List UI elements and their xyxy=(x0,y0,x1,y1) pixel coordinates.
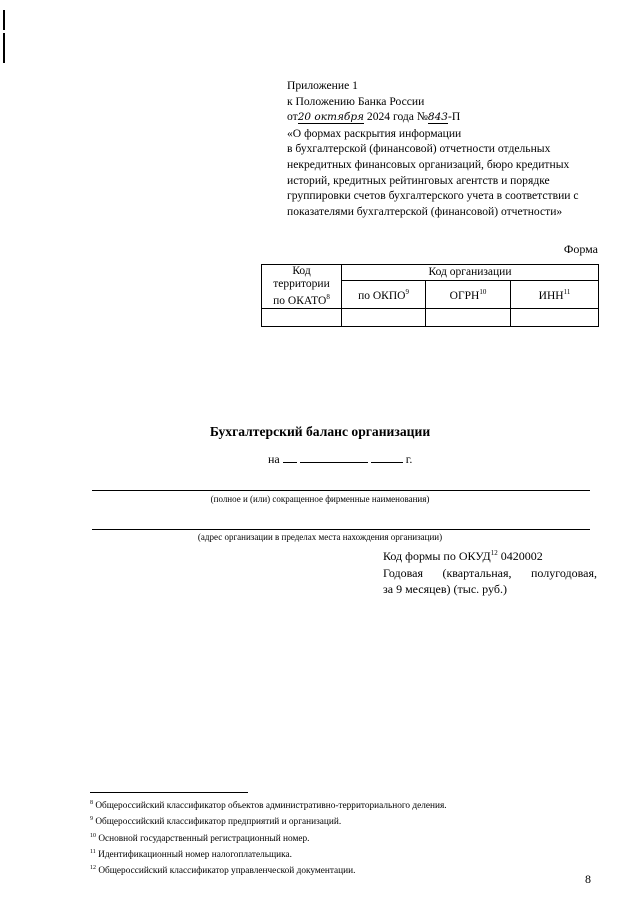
appendix-number-suffix: -П xyxy=(447,110,461,124)
footnote-item: $^{12}$ Общероссийский классификатор управленческой документации. xyxy=(90,865,356,877)
inn-value-cell[interactable] xyxy=(511,309,599,327)
okato-header-cell xyxy=(262,265,342,309)
appendix-date-middle: 2024 года № xyxy=(364,110,428,124)
handwritten-number: 843 xyxy=(427,111,448,124)
okud-block xyxy=(383,545,597,598)
okato-header-line: по ОКАТО$^8$ xyxy=(273,293,330,307)
year-blank[interactable] xyxy=(371,452,403,463)
okato-value-cell[interactable] xyxy=(262,309,342,327)
appendix-title-line: некредитных финансовых организаций, бюро кредитных xyxy=(287,157,570,171)
org-name-line[interactable] xyxy=(92,490,590,491)
footnote-separator xyxy=(90,792,248,793)
address-caption: (адрес организации в пределах места нахождения организации) xyxy=(197,532,443,542)
okato-header-line: территории xyxy=(273,278,330,291)
org-code-header: Код организации xyxy=(342,265,599,281)
okud-code: 0420002 xyxy=(500,549,543,563)
okpo-header: по ОКПО$^9$ xyxy=(342,281,426,309)
page-number: 8 xyxy=(585,872,591,886)
okpo-value-cell[interactable] xyxy=(342,309,426,327)
appendix-line-3 xyxy=(287,109,617,126)
day-blank[interactable] xyxy=(283,452,297,463)
footnote-item: $^{11}$ Идентификационный номер налогоплательщика. xyxy=(90,848,292,860)
report-date-line xyxy=(268,452,412,467)
organization-codes-table xyxy=(261,264,599,327)
appendix-title-line: «О формах раскрытия информации xyxy=(287,126,462,140)
okud-code-line: Код формы по ОКУД$^{12}$ 0420002 xyxy=(383,549,543,563)
document-title: Бухгалтерский баланс организации xyxy=(209,424,431,439)
month-blank[interactable] xyxy=(300,452,368,463)
date-suffix: г. xyxy=(405,452,413,466)
scan-edge-mark-top xyxy=(3,10,5,30)
inn-header: ИНН$^{11}$ xyxy=(511,281,599,309)
ogrn-header: ОГРН$^{10}$ xyxy=(426,281,511,309)
appendix-title-line: в бухгалтерской (финансовой) отчетности отдельных xyxy=(287,142,551,156)
period-line-2: за 9 месяцев) (тыс. руб.) xyxy=(383,582,507,596)
period-line-1: Годовая (квартальная, полугодовая, xyxy=(383,565,597,580)
appendix-line-2: к Положению Банка России xyxy=(287,94,425,108)
okato-header-line: Код xyxy=(292,265,311,278)
footnote-item: $^{10}$ Основной государственный регистрационный номер. xyxy=(90,832,310,844)
date-prefix: на xyxy=(268,452,280,466)
appendix-title-line: историй, кредитных рейтинговых агентств и порядке xyxy=(287,173,550,187)
appendix-header xyxy=(287,78,617,219)
ogrn-value-cell[interactable] xyxy=(426,309,511,327)
appendix-title-line: группировки счетов бухгалтерского учета в соответствии с xyxy=(287,189,579,203)
scan-edge-mark-bottom xyxy=(3,33,5,63)
footnote-item: $^9$ Общероссийский классификатор предприятий и организаций. xyxy=(90,816,342,828)
footnote-item: $^8$ Общероссийский классификатор объектов административно-территориального деления. xyxy=(90,800,447,812)
handwritten-date: 20 октября xyxy=(297,111,364,124)
address-line[interactable] xyxy=(92,529,590,530)
appendix-line-1: Приложение 1 xyxy=(287,79,358,92)
appendix-date-prefix: от xyxy=(287,110,298,124)
footnotes xyxy=(90,797,447,878)
org-name-caption: (полное и (или) сокращенное фирменные наименования) xyxy=(210,494,430,504)
appendix-title-line: показателями бухгалтерской (финансовой) отчетности» xyxy=(287,204,563,218)
form-label: Форма xyxy=(563,242,598,256)
